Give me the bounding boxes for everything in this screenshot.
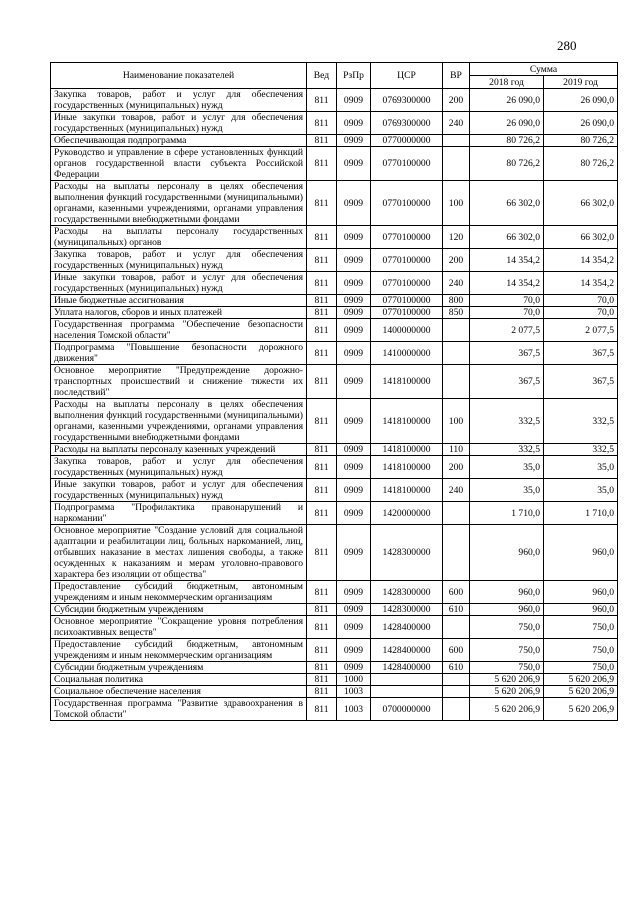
table-row [51, 226, 618, 249]
header-year-2018: 2018 год [470, 76, 544, 89]
row-sum-2019: 332,5 [544, 444, 618, 456]
table-row [51, 181, 618, 226]
row-vr: 110 [443, 444, 470, 456]
row-csr: 0770100000 [371, 147, 443, 181]
row-vr: 200 [443, 89, 470, 112]
row-rzpr: 0909 [337, 662, 371, 674]
table-row [51, 456, 618, 479]
table-row [51, 135, 618, 147]
header-ved: Вед [307, 63, 337, 89]
row-sum-2018: 960,0 [470, 581, 544, 604]
row-csr: 1418100000 [371, 399, 443, 444]
table-row [51, 319, 618, 342]
row-vr [443, 525, 470, 581]
row-sum-2019: 66 302,0 [544, 226, 618, 249]
row-rzpr: 0909 [337, 479, 371, 502]
row-sum-2018: 960,0 [470, 525, 544, 581]
row-sum-2019: 960,0 [544, 604, 618, 616]
row-csr: 0770100000 [371, 181, 443, 226]
row-ved: 811 [307, 365, 337, 399]
row-sum-2019: 750,0 [544, 616, 618, 639]
row-csr: 0770100000 [371, 295, 443, 307]
row-name: Расходы на выплаты персоналу казенных учреждений [51, 444, 307, 456]
row-ved: 811 [307, 147, 337, 181]
table-row [51, 399, 618, 444]
row-sum-2019: 960,0 [544, 581, 618, 604]
row-name: Иные закупки товаров, работ и услуг для обеспечения государственных (муниципальных) нужд [51, 479, 307, 502]
row-name: Государственная программа "Развитие здравоохранения в Томской области" [51, 698, 307, 721]
row-ved: 811 [307, 525, 337, 581]
row-sum-2018: 14 354,2 [470, 249, 544, 272]
row-ved: 811 [307, 456, 337, 479]
row-sum-2018: 367,5 [470, 365, 544, 399]
row-csr: 1428300000 [371, 604, 443, 616]
row-rzpr: 0909 [337, 135, 371, 147]
row-csr: 0769300000 [371, 89, 443, 112]
row-sum-2019: 367,5 [544, 342, 618, 365]
row-rzpr: 1003 [337, 686, 371, 698]
row-rzpr: 0909 [337, 444, 371, 456]
row-sum-2018: 70,0 [470, 295, 544, 307]
row-sum-2019: 14 354,2 [544, 249, 618, 272]
table-row [51, 502, 618, 525]
row-vr [443, 342, 470, 365]
row-ved: 811 [307, 249, 337, 272]
row-name: Закупка товаров, работ и услуг для обеспечения государственных (муниципальных) нужд [51, 89, 307, 112]
row-name: Закупка товаров, работ и услуг для обеспечения государственных (муниципальных) нужд [51, 456, 307, 479]
row-ved: 811 [307, 399, 337, 444]
header-year-2019: 2019 год [544, 76, 618, 89]
table-row [51, 365, 618, 399]
row-vr [443, 686, 470, 698]
row-sum-2018: 332,5 [470, 399, 544, 444]
row-vr [443, 502, 470, 525]
row-vr: 200 [443, 249, 470, 272]
table-row [51, 686, 618, 698]
row-name: Иные бюджетные ассигнования [51, 295, 307, 307]
row-sum-2018: 26 090,0 [470, 112, 544, 135]
row-rzpr: 0909 [337, 112, 371, 135]
row-csr [371, 674, 443, 686]
row-sum-2019: 35,0 [544, 456, 618, 479]
row-name: Уплата налогов, сборов и иных платежей [51, 307, 307, 319]
row-sum-2018: 70,0 [470, 307, 544, 319]
row-name: Иные закупки товаров, работ и услуг для обеспечения государственных (муниципальных) нужд [51, 112, 307, 135]
budget-table [50, 62, 618, 721]
row-csr: 0770100000 [371, 307, 443, 319]
row-ved: 811 [307, 674, 337, 686]
row-rzpr: 0909 [337, 616, 371, 639]
row-vr [443, 674, 470, 686]
table-row [51, 525, 618, 581]
table-row [51, 479, 618, 502]
table-body [51, 89, 618, 721]
row-sum-2019: 5 620 206,9 [544, 698, 618, 721]
row-name: Социальное обеспечение населения [51, 686, 307, 698]
table-row [51, 89, 618, 112]
row-rzpr: 0909 [337, 319, 371, 342]
row-csr: 1420000000 [371, 502, 443, 525]
row-rzpr: 1000 [337, 674, 371, 686]
row-sum-2019: 750,0 [544, 662, 618, 674]
row-csr: 1428300000 [371, 581, 443, 604]
row-vr [443, 698, 470, 721]
table-row [51, 295, 618, 307]
row-vr: 100 [443, 399, 470, 444]
row-ved: 811 [307, 112, 337, 135]
row-sum-2018: 26 090,0 [470, 89, 544, 112]
row-vr: 240 [443, 112, 470, 135]
row-rzpr: 1003 [337, 698, 371, 721]
row-ved: 811 [307, 181, 337, 226]
row-vr: 850 [443, 307, 470, 319]
row-sum-2018: 2 077,5 [470, 319, 544, 342]
row-sum-2018: 35,0 [470, 456, 544, 479]
row-rzpr: 0909 [337, 502, 371, 525]
row-name: Государственная программа "Обеспечение безопасности населения Томской области" [51, 319, 307, 342]
row-sum-2019: 5 620 206,9 [544, 686, 618, 698]
table-row [51, 444, 618, 456]
row-vr [443, 365, 470, 399]
row-sum-2019: 26 090,0 [544, 112, 618, 135]
row-rzpr: 0909 [337, 639, 371, 662]
row-csr [371, 686, 443, 698]
row-name: Расходы на выплаты персоналу в целях обеспечения выполнения функций государственными (муниципальными) органами, казенными учреждениями, органами управления государственными внебюджетными фондами [51, 181, 307, 226]
page-number: 280 [557, 38, 577, 53]
row-sum-2018: 5 620 206,9 [470, 674, 544, 686]
row-ved: 811 [307, 89, 337, 112]
row-vr [443, 319, 470, 342]
table-row [51, 307, 618, 319]
row-sum-2018: 5 620 206,9 [470, 698, 544, 721]
row-vr: 240 [443, 479, 470, 502]
row-vr: 600 [443, 639, 470, 662]
row-vr: 120 [443, 226, 470, 249]
row-sum-2018: 750,0 [470, 662, 544, 674]
row-vr [443, 135, 470, 147]
row-rzpr: 0909 [337, 226, 371, 249]
row-rzpr: 0909 [337, 181, 371, 226]
row-sum-2019: 70,0 [544, 307, 618, 319]
row-vr [443, 147, 470, 181]
row-csr: 1428400000 [371, 616, 443, 639]
header-csr: ЦСР [371, 63, 443, 89]
row-name: Основное мероприятие "Сокращение уровня потребления психоактивных веществ" [51, 616, 307, 639]
row-name: Основное мероприятие "Создание условий для социальной адаптации и реабилитации лиц, больных наркоманией, лиц, отбывших наказание в местах лишения свободы, а также осужденных к наказаниям и мерам уголовно-правового характера без изоляции от общества" [51, 525, 307, 581]
row-ved: 811 [307, 616, 337, 639]
row-ved: 811 [307, 581, 337, 604]
table-row [51, 342, 618, 365]
row-name: Субсидии бюджетным учреждениям [51, 604, 307, 616]
row-sum-2019: 66 302,0 [544, 181, 618, 226]
header-rzpr: РзПр [337, 63, 371, 89]
row-vr: 240 [443, 272, 470, 295]
row-csr: 0770100000 [371, 249, 443, 272]
row-rzpr: 0909 [337, 342, 371, 365]
row-csr: 1428400000 [371, 639, 443, 662]
row-ved: 811 [307, 604, 337, 616]
row-sum-2019: 14 354,2 [544, 272, 618, 295]
row-sum-2019: 367,5 [544, 365, 618, 399]
row-ved: 811 [307, 662, 337, 674]
row-rzpr: 0909 [337, 581, 371, 604]
row-csr: 0770000000 [371, 135, 443, 147]
row-name: Расходы на выплаты персоналу государственных (муниципальных) органов [51, 226, 307, 249]
row-rzpr: 0909 [337, 295, 371, 307]
row-sum-2018: 367,5 [470, 342, 544, 365]
row-sum-2018: 14 354,2 [470, 272, 544, 295]
table-row [51, 616, 618, 639]
table-row [51, 249, 618, 272]
row-sum-2019: 35,0 [544, 479, 618, 502]
table-row [51, 581, 618, 604]
header-sum: Сумма [470, 63, 618, 76]
row-name: Предоставление субсидий бюджетным, автономным учреждениям и иным некоммерческим организациям [51, 639, 307, 662]
row-vr: 600 [443, 581, 470, 604]
table-row [51, 604, 618, 616]
row-name: Расходы на выплаты персоналу в целях обеспечения выполнения функций государственными (муниципальными) органами, казенными учреждениями, органами управления государственными внебюджетными фондами [51, 399, 307, 444]
row-csr: 1418100000 [371, 456, 443, 479]
row-sum-2018: 66 302,0 [470, 181, 544, 226]
row-name: Предоставление субсидий бюджетным, автономным учреждениям и иным некоммерческим организациям [51, 581, 307, 604]
row-ved: 811 [307, 342, 337, 365]
row-sum-2019: 332,5 [544, 399, 618, 444]
row-sum-2019: 960,0 [544, 525, 618, 581]
row-ved: 811 [307, 698, 337, 721]
row-sum-2018: 750,0 [470, 616, 544, 639]
row-sum-2018: 750,0 [470, 639, 544, 662]
row-csr: 0770100000 [371, 226, 443, 249]
row-sum-2019: 26 090,0 [544, 89, 618, 112]
row-sum-2018: 80 726,2 [470, 147, 544, 181]
row-ved: 811 [307, 307, 337, 319]
row-csr: 1428400000 [371, 662, 443, 674]
row-sum-2019: 80 726,2 [544, 147, 618, 181]
row-rzpr: 0909 [337, 456, 371, 479]
row-name: Подпрограмма "Повышение безопасности дорожного движения" [51, 342, 307, 365]
header-name: Наименование показателей [51, 63, 307, 89]
row-csr: 1428300000 [371, 525, 443, 581]
row-rzpr: 0909 [337, 272, 371, 295]
row-vr: 800 [443, 295, 470, 307]
row-name: Социальная политика [51, 674, 307, 686]
row-ved: 811 [307, 226, 337, 249]
row-csr: 0770100000 [371, 272, 443, 295]
row-name: Закупка товаров, работ и услуг для обеспечения государственных (муниципальных) нужд [51, 249, 307, 272]
table-row [51, 272, 618, 295]
row-sum-2018: 960,0 [470, 604, 544, 616]
row-rzpr: 0909 [337, 89, 371, 112]
row-sum-2019: 80 726,2 [544, 135, 618, 147]
row-vr: 610 [443, 604, 470, 616]
row-rzpr: 0909 [337, 399, 371, 444]
row-vr: 200 [443, 456, 470, 479]
row-ved: 811 [307, 295, 337, 307]
row-csr: 0769300000 [371, 112, 443, 135]
row-csr: 1418100000 [371, 365, 443, 399]
table-row [51, 147, 618, 181]
row-sum-2019: 2 077,5 [544, 319, 618, 342]
row-sum-2019: 750,0 [544, 639, 618, 662]
row-ved: 811 [307, 639, 337, 662]
row-rzpr: 0909 [337, 365, 371, 399]
row-sum-2019: 70,0 [544, 295, 618, 307]
row-name: Подпрограмма "Профилактика правонарушений и наркомании" [51, 502, 307, 525]
row-sum-2018: 35,0 [470, 479, 544, 502]
row-ved: 811 [307, 444, 337, 456]
row-name: Субсидии бюджетным учреждениям [51, 662, 307, 674]
row-name: Обеспечивающая подпрограмма [51, 135, 307, 147]
row-name: Руководство и управление в сфере установленных функций органов государственной власти субъекта Российской Федерации [51, 147, 307, 181]
row-sum-2018: 66 302,0 [470, 226, 544, 249]
row-sum-2018: 332,5 [470, 444, 544, 456]
row-sum-2018: 80 726,2 [470, 135, 544, 147]
row-ved: 811 [307, 479, 337, 502]
row-rzpr: 0909 [337, 604, 371, 616]
row-ved: 811 [307, 135, 337, 147]
row-sum-2018: 1 710,0 [470, 502, 544, 525]
row-csr: 1418100000 [371, 444, 443, 456]
row-rzpr: 0909 [337, 147, 371, 181]
row-name: Иные закупки товаров, работ и услуг для обеспечения государственных (муниципальных) нужд [51, 272, 307, 295]
table-row [51, 662, 618, 674]
row-csr: 1418100000 [371, 479, 443, 502]
row-ved: 811 [307, 319, 337, 342]
row-sum-2018: 5 620 206,9 [470, 686, 544, 698]
table-row [51, 112, 618, 135]
table-row [51, 639, 618, 662]
table-row [51, 674, 618, 686]
row-csr: 0700000000 [371, 698, 443, 721]
row-ved: 811 [307, 272, 337, 295]
row-vr: 610 [443, 662, 470, 674]
row-vr: 100 [443, 181, 470, 226]
row-csr: 1400000000 [371, 319, 443, 342]
row-csr: 1410000000 [371, 342, 443, 365]
row-rzpr: 0909 [337, 307, 371, 319]
row-ved: 811 [307, 502, 337, 525]
row-name: Основное мероприятие "Предупреждение дорожно-транспортных происшествий и снижение тяжести их последствий" [51, 365, 307, 399]
row-ved: 811 [307, 686, 337, 698]
row-rzpr: 0909 [337, 525, 371, 581]
row-vr [443, 616, 470, 639]
header-vr: ВР [443, 63, 470, 89]
row-rzpr: 0909 [337, 249, 371, 272]
row-sum-2019: 5 620 206,9 [544, 674, 618, 686]
table-row [51, 698, 618, 721]
row-sum-2019: 1 710,0 [544, 502, 618, 525]
